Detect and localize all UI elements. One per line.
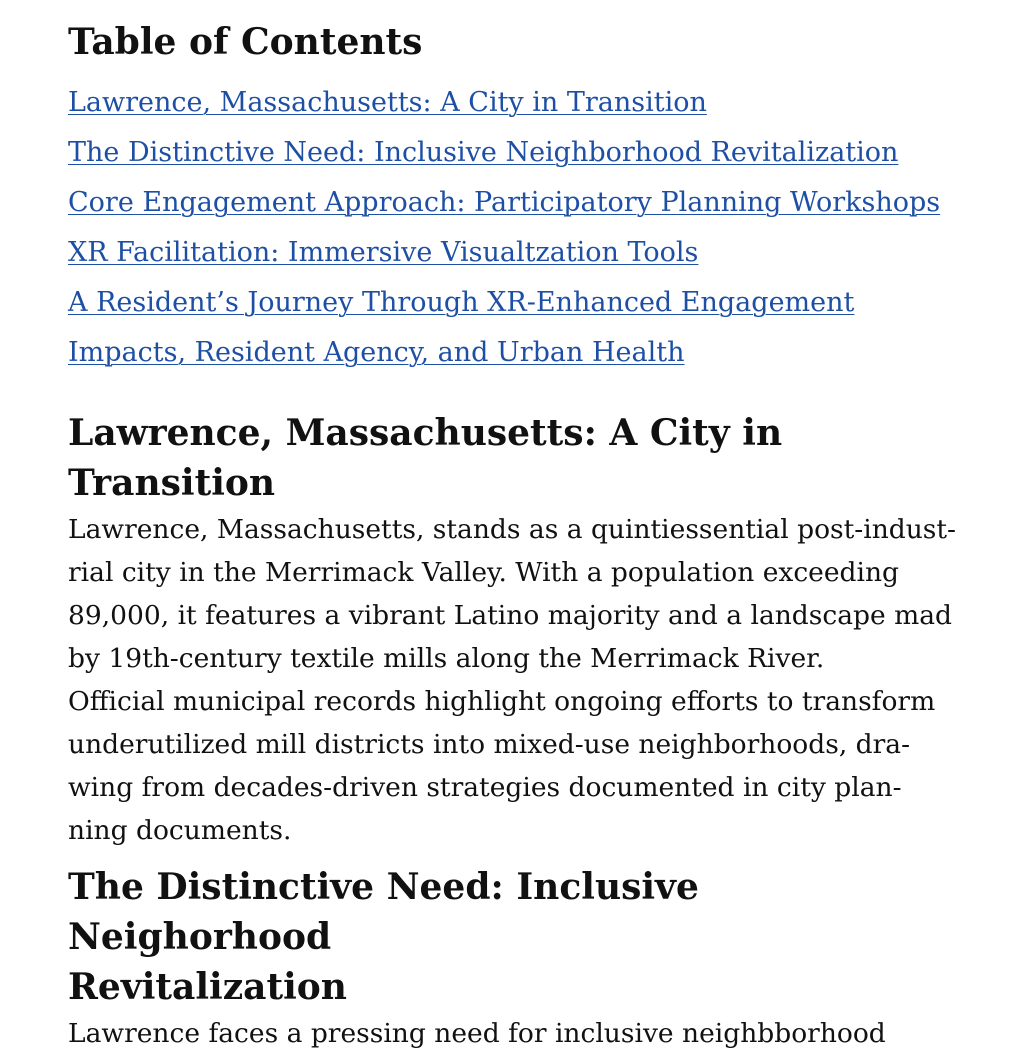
text-line: rial city in the Merrimack Valley. With a population exceeding bbox=[68, 557, 900, 588]
heading-line: The Distinctive Need: Inclusive Neighorhood bbox=[68, 866, 699, 958]
text-line: 89,000, it features a vibrant Latino majority and a landscape mad bbox=[68, 600, 952, 631]
heading-line: Revitalization bbox=[68, 966, 347, 1008]
text-line: wing from decades-driven strategies documented in city plan- bbox=[68, 772, 902, 803]
toc-link-core-engagement[interactable]: Core Engagement Approach: Participatory Planning Workshops bbox=[68, 187, 941, 218]
text-line: Lawrence faces a pressing need for inclusive neighbborhood bbox=[68, 1018, 886, 1049]
toc-title: Table of Contents bbox=[68, 21, 423, 63]
text-line: Official municipal records highlight ongoing efforts to transform bbox=[68, 686, 936, 717]
toc-item bbox=[68, 333, 940, 383]
toc-item bbox=[68, 183, 940, 233]
text-line: by 19th-century textile mills along the Merrimack River. bbox=[68, 643, 825, 674]
text-line: Lawrence, Massachusetts, stands as a quintiessential post-indust- bbox=[68, 514, 956, 545]
toc-link-xr-facilitation[interactable]: XR Facilitation: Immersive Visualtzation Tools bbox=[68, 237, 699, 268]
text-line: ning documents. bbox=[68, 815, 292, 846]
toc-link-impacts[interactable]: Impacts, Resident Agency, and Urban Health bbox=[68, 337, 685, 368]
toc-item bbox=[68, 133, 940, 183]
toc-item bbox=[68, 283, 940, 333]
toc-link-distinctive-need[interactable]: The Distinctive Need: Inclusive Neighborhood Revitalization bbox=[68, 137, 899, 168]
paragraph bbox=[68, 508, 968, 680]
section-distinctive-need bbox=[68, 862, 968, 1055]
paragraph bbox=[68, 1012, 968, 1055]
text-line: underutilized mill districts into mixed-use neighborhoods, dra- bbox=[68, 729, 911, 760]
toc-link-residents-journey[interactable]: A Resident’s Journey Through XR-Enhanced Engagement bbox=[68, 287, 855, 318]
toc-item bbox=[68, 83, 940, 133]
toc-link-city-in-transition[interactable]: Lawrence, Massachusetts: A City in Transition bbox=[68, 87, 707, 118]
section-heading: Lawrence, Massachusetts: A City in Transition bbox=[68, 412, 783, 504]
paragraph bbox=[68, 680, 968, 852]
section-city-in-transition bbox=[68, 408, 968, 852]
section-heading bbox=[68, 862, 968, 1012]
table-of-contents bbox=[68, 83, 940, 383]
toc-item bbox=[68, 233, 940, 283]
